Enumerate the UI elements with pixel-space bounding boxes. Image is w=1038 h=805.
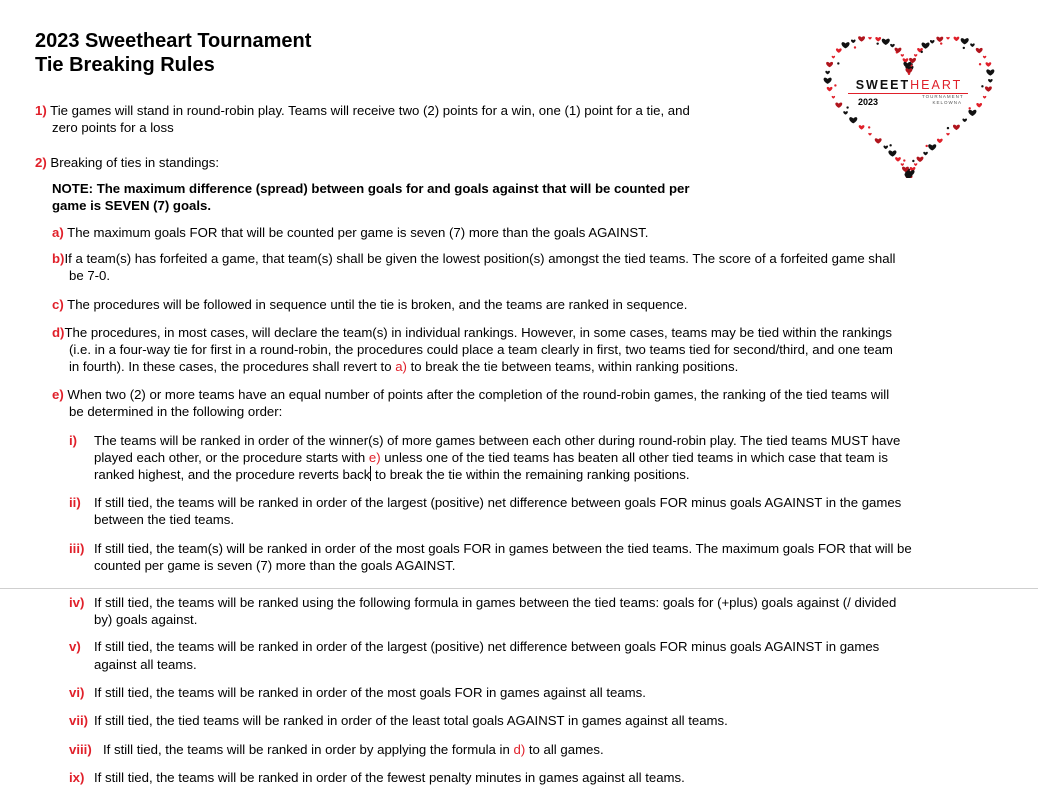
small-heart-icon — [882, 39, 890, 45]
rule-v-marker: v) — [69, 639, 81, 654]
heart-dot-icon — [981, 85, 983, 87]
rule-iii-line-2: counted per game is seven (7) more than the goals AGAINST. — [94, 558, 456, 573]
small-heart-icon — [901, 163, 904, 166]
rule-1 — [35, 102, 690, 119]
logo-year: 2023 — [858, 97, 879, 107]
small-heart-icon — [849, 117, 857, 123]
rule-d-line-2: (i.e. in a four-way tie for first in a round-robin, the procedures could place a team clearly in first, two teams tied for second/third, and one team — [69, 342, 893, 357]
rule-d-line-3a: in fourth). In these cases, the procedures shall revert to — [69, 359, 396, 374]
small-heart-icon — [824, 78, 832, 84]
small-heart-icon — [983, 96, 986, 99]
heart-dot-icon — [979, 63, 981, 65]
small-heart-icon — [895, 157, 901, 162]
heart-dot-icon — [834, 84, 836, 86]
logo-city: KELOWNA — [932, 100, 962, 105]
rule-i-line-2 — [94, 449, 888, 466]
rule-ix-marker: ix) — [69, 770, 85, 785]
heart-dot-icon — [963, 47, 965, 49]
rule-b-marker: b) — [52, 251, 65, 266]
rule-b-line-1: If a team(s) has forfeited a game, that team(s) shall be given the lowest position(s) amongst the tied teams. The score of a forfeited game shall — [64, 251, 896, 266]
page-break-divider — [0, 588, 1038, 589]
heart-dot-icon — [854, 46, 856, 48]
rule-i-ref: e) — [368, 450, 381, 465]
rule-i-line-3a: ranked highest, and the procedure reverts back — [94, 467, 371, 482]
document-title — [35, 29, 311, 77]
small-heart-icon — [923, 152, 928, 156]
small-heart-icon — [986, 69, 994, 75]
note-line-2: game is SEVEN (7) goals. — [52, 198, 212, 213]
rule-d — [52, 324, 892, 341]
logo-tournament: TOURNAMENT — [922, 94, 964, 99]
rule-1-cont: zero points for a loss — [52, 120, 174, 135]
small-heart-icon — [890, 44, 895, 48]
small-heart-icon — [851, 39, 856, 43]
small-heart-icon — [875, 37, 881, 42]
heart-dot-icon — [846, 106, 848, 108]
small-heart-icon — [930, 40, 935, 44]
heart-dot-icon — [908, 73, 910, 75]
rule-v-line-1: If still tied, the teams will be ranked in order of the largest (positive) net difference between goals FOR minus goals AGAINST in games — [94, 639, 880, 654]
rule-2-marker: 2) — [35, 155, 47, 170]
small-heart-icon — [988, 79, 993, 83]
small-heart-icon — [825, 71, 830, 75]
small-heart-icon — [936, 37, 943, 42]
heart-dot-icon — [868, 126, 870, 128]
rule-e-line-1: When two (2) or more teams have an equal number of points after the completion of the round-robin games, the ranking of the tied teams will — [67, 387, 890, 402]
rule-2-text: Breaking of ties in standings: — [50, 155, 220, 170]
small-heart-icon — [983, 56, 986, 59]
small-heart-icon — [836, 48, 842, 53]
rule-d-marker: d) — [52, 325, 65, 340]
small-heart-icon — [914, 54, 917, 57]
small-heart-icon — [928, 144, 936, 150]
rule-d-line-3 — [69, 358, 738, 375]
small-heart-icon — [986, 62, 992, 67]
small-heart-icon — [962, 118, 967, 122]
rule-a-marker: a) — [52, 225, 64, 240]
heart-dot-icon — [921, 51, 923, 53]
rule-viii-text-b: to all games. — [525, 742, 604, 757]
small-heart-icon — [888, 150, 896, 156]
rule-e-line-2: be determined in the following order: — [69, 404, 283, 419]
rule-b-line-2: be 7-0. — [69, 268, 111, 283]
heart-dot-icon — [947, 127, 949, 129]
logo-subtitle — [922, 94, 962, 106]
logo-sweet-text: SWEET — [855, 78, 911, 92]
small-heart-icon — [914, 163, 917, 166]
small-heart-icon — [832, 96, 835, 99]
rule-d-line-3b: to break the tie between teams, within ranking positions. — [406, 359, 739, 374]
small-heart-icon — [946, 37, 949, 40]
rule-a-text: The maximum goals FOR that will be counted per game is seven (7) more than the goals AGAINST. — [67, 225, 649, 240]
small-heart-icon — [868, 133, 871, 136]
title-line-1: 2023 Sweetheart Tournament — [35, 30, 312, 52]
rule-vi-text: If still tied, the teams will be ranked in order of the most goals FOR in games against all teams. — [94, 685, 646, 700]
small-heart-icon — [954, 37, 960, 42]
rule-i-line-2b: unless one of the tied teams has beaten all other tied teams in which case that team is — [380, 450, 888, 465]
small-heart-icon — [868, 37, 871, 40]
rule-1-marker: 1) — [35, 103, 47, 118]
rule-vii-text: If still tied, the tied teams will be ranked in order of the least total goals AGAINST in games against all teams. — [94, 713, 728, 728]
rule-viii-marker: viii) — [69, 742, 92, 757]
small-heart-icon — [953, 125, 960, 130]
small-heart-icon — [917, 157, 924, 162]
rule-iii-line-1: If still tied, the team(s) will be ranked in order of the most goals FOR in games between the tied teams. The maximum goals FOR that will be — [94, 541, 912, 556]
small-heart-icon — [901, 54, 904, 57]
small-heart-icon — [875, 138, 882, 143]
small-heart-icon — [843, 111, 848, 115]
small-heart-icon — [827, 87, 833, 92]
small-heart-icon — [985, 86, 992, 91]
rule-i-line-2a: played each other, or the procedure starts with — [94, 450, 369, 465]
rule-a — [52, 224, 648, 241]
rule-v-line-2: against all teams. — [94, 657, 197, 672]
rule-iii-marker: iii) — [69, 541, 85, 556]
rule-viii-ref: d) — [513, 742, 526, 757]
rule-b — [52, 250, 895, 267]
heart-dot-icon — [889, 144, 891, 146]
rule-i-marker: i) — [69, 433, 78, 448]
small-heart-icon — [826, 62, 833, 67]
logo-heart-text: HEART — [910, 78, 963, 92]
heart-dot-icon — [940, 42, 942, 44]
small-heart-icon — [946, 133, 949, 136]
heart-dot-icon — [837, 62, 839, 64]
rule-i-line-3b: to break the tie within the remaining ranking positions. — [371, 467, 690, 482]
small-heart-icon — [842, 42, 850, 48]
small-heart-icon — [832, 56, 835, 59]
small-heart-icon — [922, 42, 930, 48]
rule-viii-text — [103, 741, 604, 758]
rule-c-marker: c) — [52, 297, 64, 312]
rule-i-line-1: The teams will be ranked in order of the winner(s) of more games between each other during round-robin play. The tied teams MUST have — [94, 433, 901, 448]
note-line-1: NOTE: The maximum difference (spread) between goals for and goals against that will be counted per — [52, 181, 690, 196]
small-heart-icon — [835, 103, 842, 108]
rule-i-line-3 — [94, 466, 690, 483]
rule-ii-line-1: If still tied, the teams will be ranked in order of the largest (positive) net difference between goals FOR minus goals AGAINST in the games — [94, 495, 902, 510]
small-heart-icon — [976, 103, 982, 108]
rule-ix-text: If still tied, the teams will be ranked in order of the fewest penalty minutes in games against all teams. — [94, 770, 685, 785]
rule-c — [52, 296, 687, 313]
rule-ii-line-2: between the tied teams. — [94, 512, 235, 527]
rule-vi-marker: vi) — [69, 685, 85, 700]
rule-iv-line-2: by) goals against. — [94, 612, 198, 627]
rule-e-marker: e) — [52, 387, 64, 402]
small-heart-icon — [937, 139, 943, 144]
heart-dot-icon — [912, 160, 914, 162]
rule-vii-marker: vii) — [69, 713, 89, 728]
heart-dot-icon — [969, 107, 971, 109]
heart-dot-icon — [903, 159, 905, 161]
small-heart-icon — [859, 125, 865, 130]
rule-d-ref: a) — [395, 359, 407, 374]
rule-viii-text-a: If still tied, the teams will be ranked in order by applying the formula in — [103, 742, 514, 757]
rule-e — [52, 386, 889, 403]
heart-outline-icon — [818, 14, 1000, 178]
small-heart-icon — [961, 38, 969, 44]
small-heart-icon — [883, 146, 888, 150]
rule-2 — [35, 154, 219, 171]
small-heart-icon — [895, 48, 902, 53]
small-heart-icon — [976, 48, 983, 53]
small-heart-icon — [858, 36, 865, 41]
heart-dot-icon — [925, 145, 927, 147]
rule-c-text: The procedures will be followed in sequence until the tie is broken, and the teams are ranked in sequence. — [67, 297, 688, 312]
small-heart-icon — [970, 43, 975, 47]
rule-1-line-1: Tie games will stand in round-robin play. Teams will receive two (2) points for a win, one (1) point for a tie, and — [50, 103, 690, 118]
rule-iv-line-1: If still tied, the teams will be ranked using the following formula in games between the tied teams: goals for (+plus) goals against (/ divided — [94, 595, 897, 610]
rule-iv-marker: iv) — [69, 595, 85, 610]
rule-d-line-1: The procedures, in most cases, will declare the team(s) in individual rankings. However, in some cases, teams may be tied within the rankings — [64, 325, 892, 340]
sweetheart-logo — [818, 14, 1000, 178]
rule-ii-marker: ii) — [69, 495, 81, 510]
small-heart-icon — [968, 110, 976, 116]
heart-dot-icon — [876, 42, 878, 44]
title-line-2: Tie Breaking Rules — [35, 54, 215, 76]
